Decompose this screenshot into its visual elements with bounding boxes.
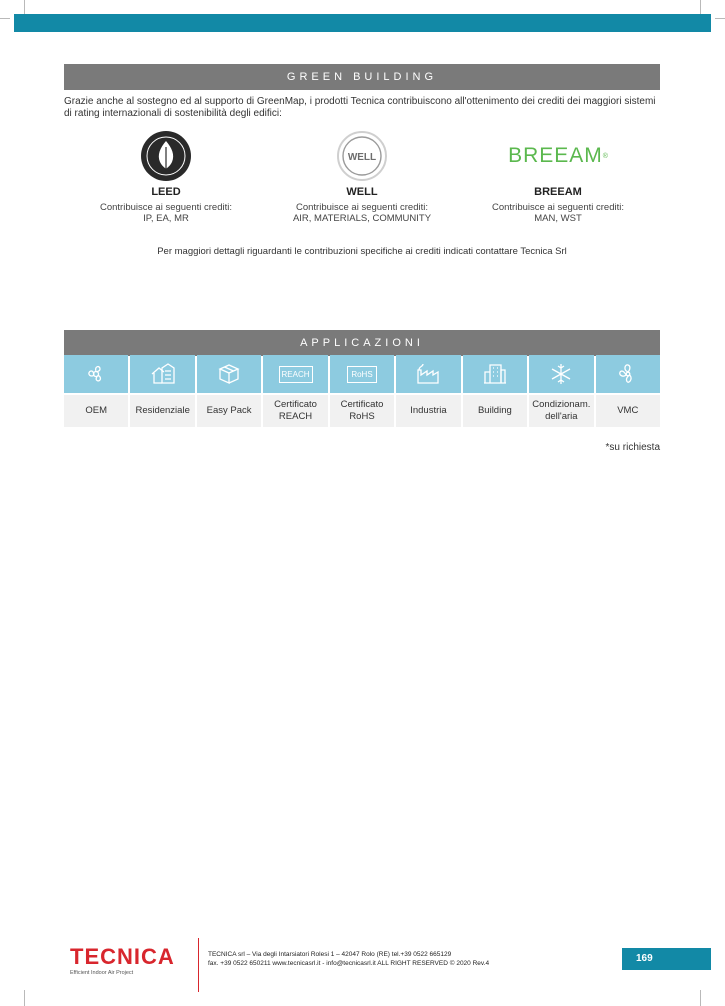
app-industria xyxy=(396,355,460,427)
cert-leed xyxy=(66,128,266,224)
app-label: OEM xyxy=(64,395,128,427)
app-condizionamento xyxy=(529,355,593,427)
credits-list: IP, EA, MR xyxy=(143,213,189,224)
cert-name: WELL xyxy=(346,186,378,198)
app-label: Industria xyxy=(396,395,460,427)
app-reach xyxy=(263,355,327,427)
snowflake-icon xyxy=(529,355,593,393)
reach-icon xyxy=(263,355,327,393)
app-label: Condizionam. dell'aria xyxy=(529,395,593,427)
app-label: Residenziale xyxy=(130,395,194,427)
crop-mark xyxy=(24,0,25,14)
footnote: *su richiesta xyxy=(605,442,660,453)
app-label: Building xyxy=(463,395,527,427)
brand-name: TECNICA xyxy=(70,944,175,969)
propeller-icon xyxy=(596,355,660,393)
credits-label: Contribuisce ai seguenti crediti: xyxy=(491,202,624,213)
crop-mark xyxy=(700,990,701,1006)
houses-icon xyxy=(130,355,194,393)
app-residenziale xyxy=(130,355,194,427)
crop-mark xyxy=(24,990,25,1006)
crop-mark xyxy=(715,18,725,19)
footer-line-2: fax. +39 0522 650211 www.tecnicasrl.it - info@tecnicasrl.it ALL RIGHT RESERVED © 2020 Rev.4 xyxy=(208,960,490,967)
rohs-icon-text: RoHS xyxy=(347,366,376,383)
cert-well xyxy=(262,128,462,224)
app-label: VMC xyxy=(596,395,660,427)
green-building-header: GREEN BUILDING xyxy=(64,64,660,90)
reach-icon-text: REACH xyxy=(279,366,313,383)
credits-label: Contribuisce ai seguenti crediti: xyxy=(295,202,428,213)
cert-name: BREEAM xyxy=(534,186,582,198)
rohs-icon xyxy=(330,355,394,393)
breeam-logo-text: BREEAM xyxy=(508,144,603,167)
cert-name: LEED xyxy=(151,186,181,198)
well-logo xyxy=(262,128,462,184)
factory-icon xyxy=(396,355,460,393)
applications-grid xyxy=(64,355,660,427)
green-building-intro: Grazie anche al sostegno ed al supporto di GreenMap, i prodotti Tecnica contribuiscono all'ottenimento dei crediti dei maggiori sistemi di rating internazionali di sostenibilità degli edifici: xyxy=(64,96,656,119)
box-icon xyxy=(197,355,261,393)
app-building xyxy=(463,355,527,427)
leed-logo xyxy=(66,128,266,184)
tecnica-logo xyxy=(70,946,180,976)
footer-contact xyxy=(208,950,489,968)
app-label: Certificato REACH xyxy=(263,395,327,427)
credits-label: Contribuisce ai seguenti crediti: xyxy=(99,202,232,213)
fan-icon xyxy=(64,355,128,393)
cert-breeam xyxy=(458,128,658,224)
app-label: Easy Pack xyxy=(197,395,261,427)
brand-tagline: Efficient Indoor Air Project xyxy=(70,970,134,976)
top-accent-bar xyxy=(14,14,711,32)
app-rohs xyxy=(330,355,394,427)
crop-mark xyxy=(700,0,701,14)
green-building-note: Per maggiori dettagli riguardanti le contribuzioni specifiche ai crediti indicati contattare Tecnica Srl xyxy=(157,246,567,257)
well-logo-text: WELL xyxy=(347,152,377,163)
app-vmc xyxy=(596,355,660,427)
app-oem xyxy=(64,355,128,427)
app-easy-pack xyxy=(197,355,261,427)
credits-list: AIR, MATERIALS, COMMUNITY xyxy=(292,213,432,224)
credits-list: MAN, WST xyxy=(534,213,582,224)
breeam-logo: BREEAM ® xyxy=(508,144,608,167)
page-number: 169 xyxy=(622,948,711,970)
footer-divider xyxy=(198,938,199,992)
building-icon xyxy=(463,355,527,393)
footer-line-1: TECNICA srl – Via degli Intarsiatori Rolesi 1 – 42047 Rolo (RE) tel.+39 0522 665129 xyxy=(208,951,452,958)
app-label: Certificato RoHS xyxy=(330,395,394,427)
applicazioni-header: APPLICAZIONI xyxy=(64,330,660,356)
crop-mark xyxy=(0,18,10,19)
